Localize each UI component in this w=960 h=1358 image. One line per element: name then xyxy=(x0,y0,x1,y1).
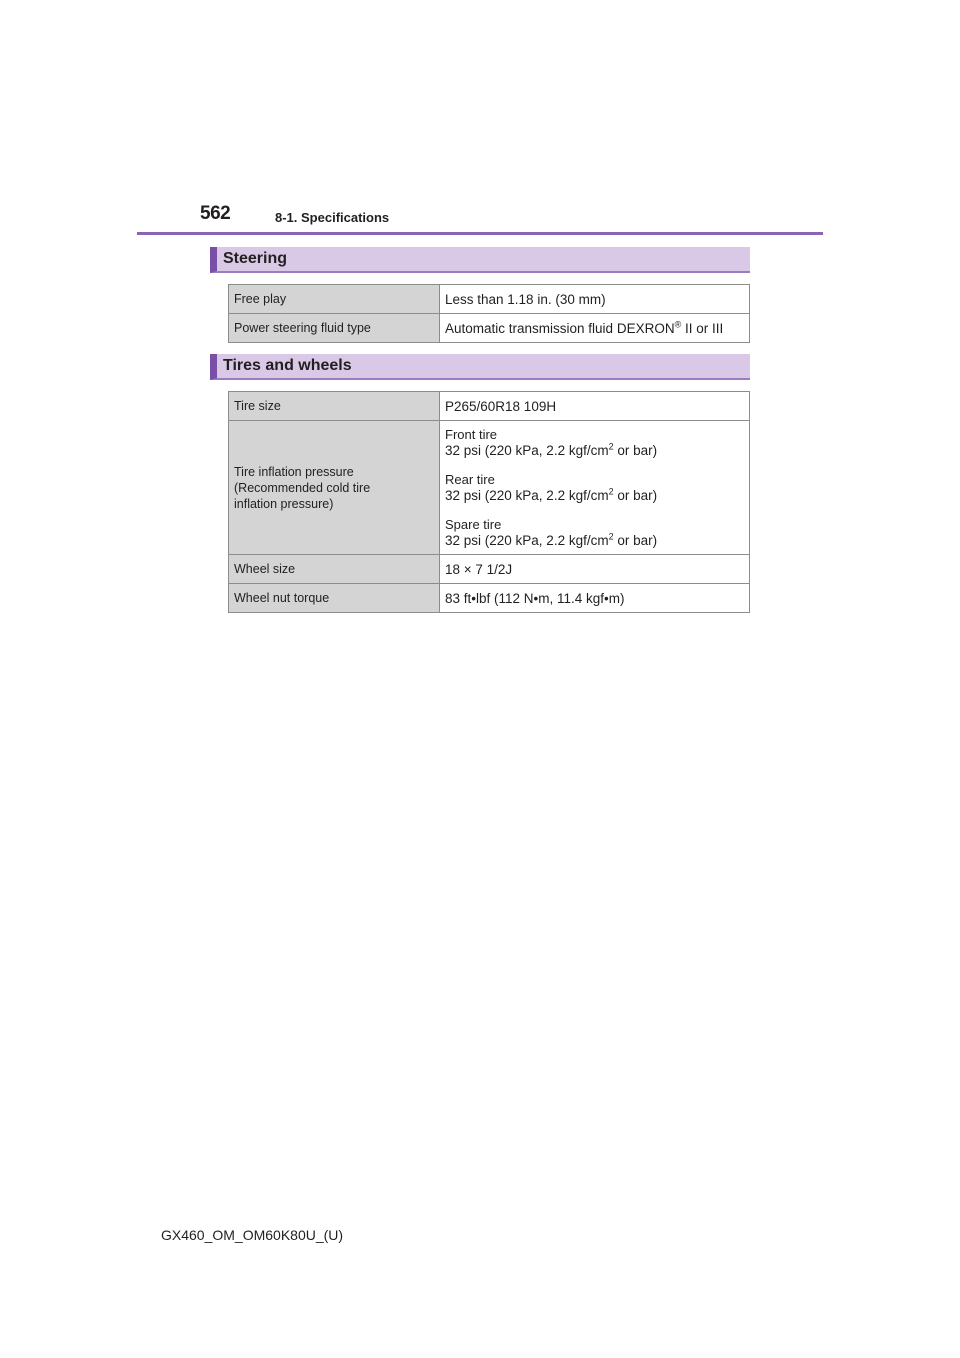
tire-size-label: Tire size xyxy=(229,392,440,421)
tires-heading xyxy=(210,354,750,380)
pressure-title: Rear tire xyxy=(445,471,495,487)
registered-mark: ® xyxy=(674,319,682,329)
superscript: 2 xyxy=(608,531,614,541)
table-row xyxy=(229,555,750,584)
wheel-size-label: Wheel size xyxy=(229,555,440,584)
inflation-label-line: (Recommended cold tire xyxy=(234,480,371,495)
table-row xyxy=(229,314,750,343)
wheel-nut-torque-value: 83 ft•lbf (112 N•m, 11.4 kgf•m) xyxy=(440,584,750,613)
front-tire-pressure xyxy=(445,427,744,459)
section-title: 8-1. Specifications xyxy=(275,210,390,225)
tires-heading-text: Tires and wheels xyxy=(223,357,352,374)
wheel-size-value: 18 × 7 1/2J xyxy=(440,555,750,584)
tire-inflation-label xyxy=(229,421,440,555)
page-number: 562 xyxy=(200,203,231,224)
superscript: 2 xyxy=(608,486,614,496)
inflation-label-line: inflation pressure) xyxy=(234,496,334,511)
power-steering-fluid-value xyxy=(440,314,750,343)
pressure-title: Front tire xyxy=(445,426,498,442)
steering-heading-text: Steering xyxy=(223,250,288,267)
header-divider xyxy=(137,232,823,235)
pressure-value: 32 psi (220 kPa, 2.2 kgf/cm xyxy=(445,532,609,548)
power-steering-fluid-label: Power steering fluid type xyxy=(229,314,440,343)
table-row xyxy=(229,584,750,613)
document-code: GX460_OM_OM60K80U_(U) xyxy=(161,1227,344,1243)
wheel-nut-torque-label: Wheel nut torque xyxy=(229,584,440,613)
fluid-value-text: Automatic transmission fluid DEXRON xyxy=(445,320,675,336)
fluid-value-suffix: II or III xyxy=(681,320,724,336)
pressure-title: Spare tire xyxy=(445,516,502,532)
free-play-label: Free play xyxy=(229,285,440,314)
pressure-value: 32 psi (220 kPa, 2.2 kgf/cm xyxy=(445,487,609,503)
pressure-value: 32 psi (220 kPa, 2.2 kgf/cm xyxy=(445,442,609,458)
inflation-label-line: Tire inflation pressure xyxy=(234,464,354,479)
steering-heading xyxy=(210,247,750,273)
pressure-value-suffix: or bar) xyxy=(613,487,658,503)
pressure-value-suffix: or bar) xyxy=(613,532,658,548)
table-row xyxy=(229,392,750,421)
spare-tire-pressure xyxy=(445,517,744,549)
tire-size-value: P265/60R18 109H xyxy=(440,392,750,421)
tires-table xyxy=(228,391,750,613)
table-row xyxy=(229,421,750,555)
table-row xyxy=(229,285,750,314)
pressure-value-suffix: or bar) xyxy=(613,442,658,458)
superscript: 2 xyxy=(608,441,614,451)
tire-inflation-value xyxy=(440,421,750,555)
rear-tire-pressure xyxy=(445,472,744,504)
free-play-value: Less than 1.18 in. (30 mm) xyxy=(440,285,750,314)
steering-table xyxy=(228,284,750,343)
